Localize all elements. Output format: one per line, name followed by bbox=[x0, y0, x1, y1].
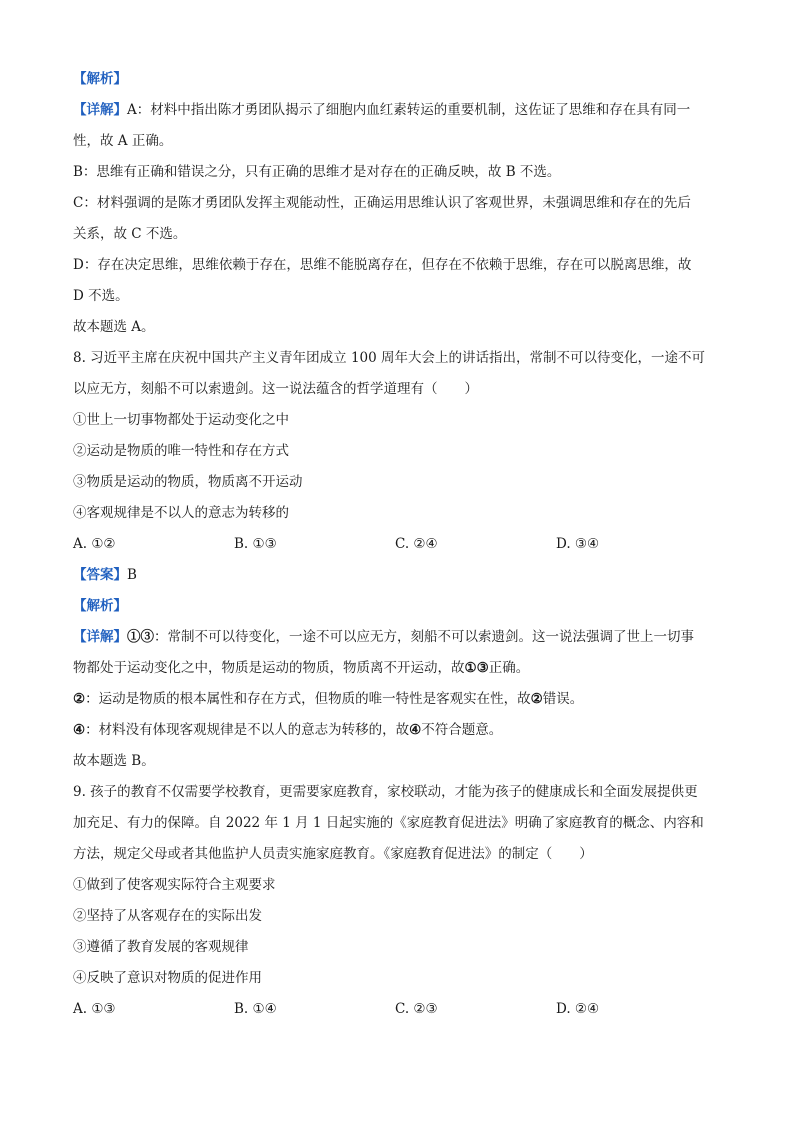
q9-option-a: A. ①③ bbox=[73, 1001, 116, 1017]
q9-option-c: C. ②③ bbox=[395, 1001, 438, 1017]
q9-option-d: D. ②④ bbox=[556, 1001, 600, 1017]
q8-detail-2: ②：运动是物质的根本属性和存在方式，但物质的唯一特性是客观实在性，故②错误。 bbox=[73, 691, 584, 707]
detail-a-line-1: 【详解】A：材料中指出陈才勇团队揭示了细胞内血红素转运的重要机制，这佐证了思维和存在具有同一 bbox=[73, 102, 691, 118]
q9-item-2: ②坚持了从客观存在的实际出发 bbox=[73, 908, 262, 924]
q9-options bbox=[73, 994, 723, 1025]
q8-conclusion: 故本题选 B。 bbox=[73, 753, 155, 769]
q8-options bbox=[73, 529, 723, 560]
q9-item-4: ④反映了意识对物质的促进作用 bbox=[73, 970, 262, 986]
q9-option-b: B. ①④ bbox=[234, 1001, 277, 1017]
q8-detail-3: ④：材料没有体现客观规律是不以人的意志为转移的，故④不符合题意。 bbox=[73, 722, 503, 738]
q8-detail-1-line-1: 【详解】①③：常制不可以待变化，一途不可以应无方，刻船不可以索遗剑。这一说法强调了世上一切事 bbox=[73, 629, 694, 645]
analysis-heading: 【解析】 bbox=[73, 71, 127, 87]
q8-item-3: ③物质是运动的物质，物质离不开运动 bbox=[73, 474, 303, 490]
q9-stem-line-3: 方法，规定父母或者其他监护人员责实施家庭教育。《家庭教育促进法》的制定（ ） bbox=[73, 846, 593, 862]
q8-detail-1-line-2: 物都处于运动变化之中，物质是运动的物质，物质离不开运动，故①③正确。 bbox=[73, 660, 530, 676]
q9-item-1: ①做到了使客观实际符合主观要求 bbox=[73, 877, 276, 893]
document-page bbox=[73, 64, 723, 1025]
q8-option-c: C. ②④ bbox=[395, 536, 438, 552]
detail-a-line-2: 性，故 A 正确。 bbox=[73, 133, 173, 149]
q8-stem-line-1: 8. 习近平主席在庆祝中国共产主义青年团成立 100 周年大会上的讲话指出，常制不可以待变化，一途不可 bbox=[73, 350, 706, 366]
q9-item-3: ③遵循了教育发展的客观规律 bbox=[73, 939, 249, 955]
q8-answer: 【答案】B bbox=[73, 567, 137, 583]
q8-item-1: ①世上一切事物都处于运动变化之中 bbox=[73, 412, 289, 428]
q9-stem-line-1: 9. 孩子的教育不仅需要学校教育，更需要家庭教育，家校联动，才能为孩子的健康成长和全面发展提供更 bbox=[73, 784, 698, 800]
detail-c-line-2: 关系，故 C 不选。 bbox=[73, 226, 187, 242]
q8-item-2: ②运动是物质的唯一特性和存在方式 bbox=[73, 443, 289, 459]
q8-stem-line-2: 以应无方，刻船不可以索遗剑。这一说法蕴含的哲学道理有（ ） bbox=[73, 381, 478, 397]
q9-stem-line-2: 加充足、有力的保障。自 2022 年 1 月 1 日起实施的《家庭教育促进法》明确了家庭教育的概念、内容和 bbox=[73, 815, 704, 831]
detail-d-line-2: D 不选。 bbox=[73, 288, 129, 304]
conclusion-line: 故本题选 A。 bbox=[73, 319, 155, 335]
q8-option-d: D. ③④ bbox=[556, 536, 600, 552]
q8-item-4: ④客观规律是不以人的意志为转移的 bbox=[73, 505, 289, 521]
detail-c-line-1: C：材料强调的是陈才勇团队发挥主观能动性，正确运用思维认识了客观世界，未强调思维和存在的先后 bbox=[73, 195, 691, 211]
q8-analysis-heading: 【解析】 bbox=[73, 598, 127, 614]
q8-option-b: B. ①③ bbox=[234, 536, 277, 552]
detail-b-line: B：思维有正确和错误之分，只有正确的思维才是对存在的正确反映，故 B 不选。 bbox=[73, 164, 561, 180]
detail-d-line-1: D：存在决定思维，思维依赖于存在，思维不能脱离存在，但存在不依赖于思维，存在可以脱离思维，故 bbox=[73, 257, 692, 273]
q8-option-a: A. ①② bbox=[73, 536, 116, 552]
